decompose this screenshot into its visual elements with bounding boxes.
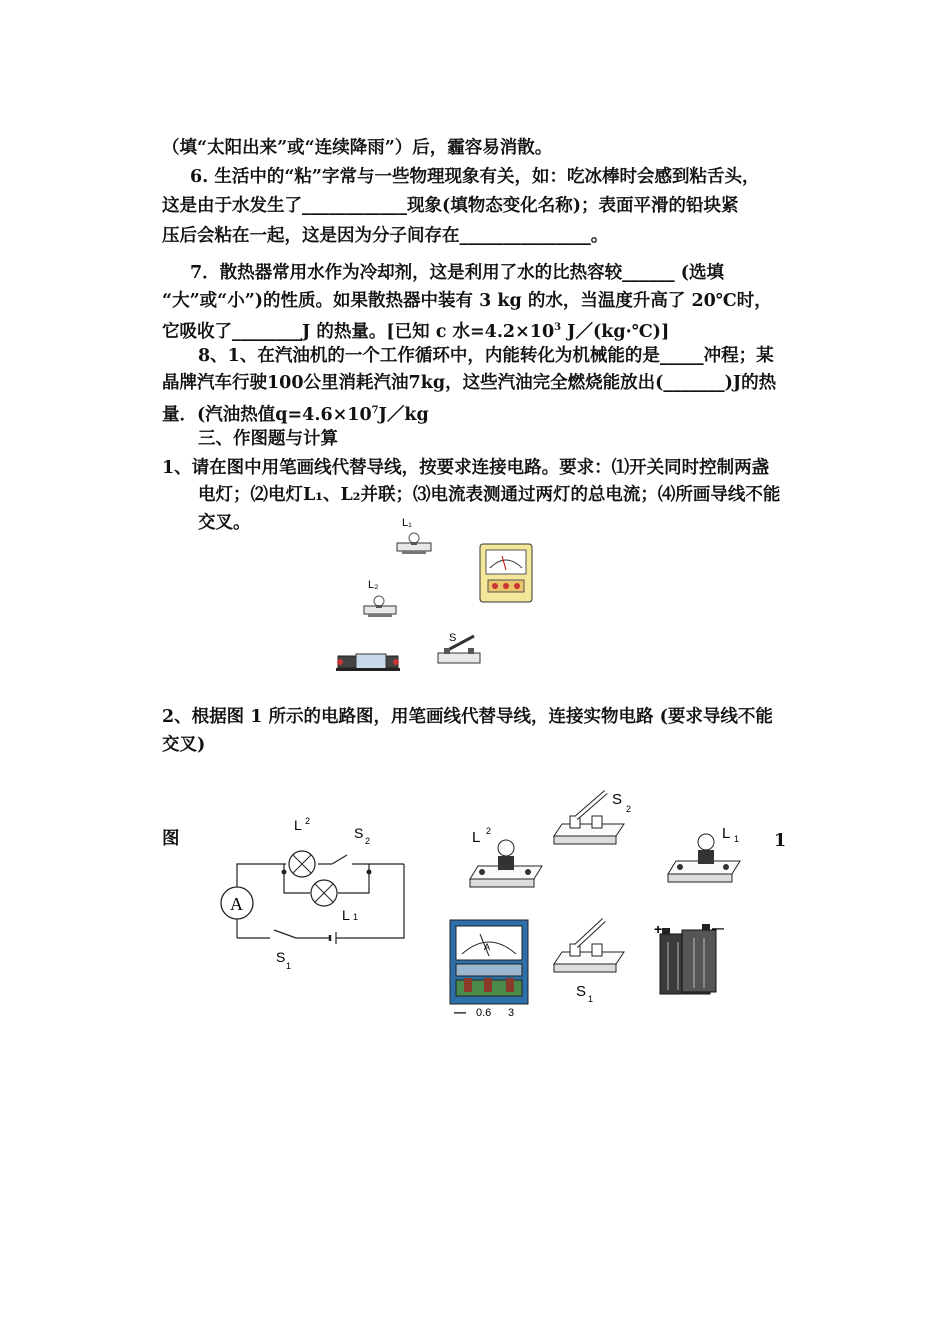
drawing-question-2-line-2: 交叉) <box>162 735 206 755</box>
ammeter-icon <box>480 544 532 602</box>
schematic-svg <box>212 808 412 980</box>
lamp-l2-icon <box>364 596 396 617</box>
real-s1-sub: 1 <box>588 994 594 1004</box>
schematic-lamp-l2-icon <box>289 851 315 877</box>
real-l1-label: L <box>722 825 731 842</box>
real-ammeter-icon <box>450 920 528 1004</box>
schematic-ammeter-label: A <box>230 894 243 914</box>
battery-icon <box>336 654 400 671</box>
question-6-line-3: 压后会粘在一起，这是因为分子间存在_______________。 <box>162 226 609 246</box>
switch-s-label: S <box>449 632 457 644</box>
question-8-text-a: 量．(汽油热值q=4.6×10 <box>162 404 372 425</box>
question-6-line-2: 这是由于水发生了____________现象(填物态变化名称)；表面平滑的铅块紧 <box>162 196 739 216</box>
question-8-line-1: 8、1、在汽油机的一个工作循环中，内能转化为机械能的是_____冲程；某 <box>198 346 774 366</box>
question-7-line-3 <box>162 317 669 343</box>
schematic-lamp-l1-icon <box>311 880 337 906</box>
figure-2-schematic <box>212 808 412 980</box>
figure-label-left: 图 <box>162 829 180 849</box>
lamp-l1-icon <box>397 533 431 554</box>
schematic-s1-label: S <box>276 949 286 965</box>
figure-label-right: 1 <box>774 831 787 851</box>
question-7-line-1: 7．散热器常用水作为冷却剂，这是利用了水的比热容较______ (选填 <box>190 263 725 283</box>
real-l2-label: L <box>472 829 481 846</box>
drawing-question-1-line-1: 1、请在图中用笔画线代替导线，按要求连接电路。要求：⑴开关同时控制两盏 <box>162 458 770 478</box>
question-8-text-b: J／kg <box>378 404 429 425</box>
lamp-l1-label: L₁ <box>402 517 412 529</box>
question-6-line-1: 6. 生活中的“粘”字常与一些物理现象有关，如：吃冰棒时会感到粘舌头， <box>190 167 760 187</box>
question-8-line-3 <box>162 400 429 426</box>
schematic-s2-label: S <box>354 825 364 841</box>
drawing-question-1-line-2: 电灯；⑵电灯L₁、L₂并联；⑶电流表测通过两灯的总电流；⑷所画导线不能 <box>198 485 781 505</box>
schematic-s2-sub: 2 <box>365 836 371 846</box>
real-battery-icon <box>660 924 716 994</box>
real-battery-plus: + <box>654 921 663 937</box>
question-7-exponent: 3 <box>554 322 562 333</box>
real-ammeter-minus: — <box>454 1005 466 1019</box>
question-8-exponent: 7 <box>371 405 379 416</box>
components-svg <box>446 784 752 1020</box>
question-8-line-2: 晶牌汽车行驶100公里消耗汽油7kg，这些汽油完全燃烧能放出(_______)J的热 <box>162 373 777 393</box>
section-title: 三、作图题与计算 <box>198 429 338 449</box>
real-s1-label: S <box>576 983 587 1000</box>
schematic-l2-label: L <box>294 817 302 833</box>
figure-1-components <box>322 508 548 680</box>
schematic-s1-sub: 1 <box>286 961 292 971</box>
figure-1-svg <box>322 508 548 680</box>
schematic-l1-label: L <box>342 907 350 923</box>
real-l2-sub: 2 <box>486 826 492 836</box>
real-ammeter-3: 3 <box>508 1007 515 1019</box>
schematic-l2-sub: 2 <box>305 816 311 826</box>
real-ammeter-face-label: A <box>484 942 491 952</box>
real-lamp-l2-icon <box>470 840 542 887</box>
real-ammeter-06: 0.6 <box>476 1007 492 1019</box>
switch-s-icon <box>438 636 480 663</box>
question-7-text-a: 它吸收了________J 的热量。[已知 c 水=4.2×10 <box>162 321 555 342</box>
text-line-1: （填“太阳出来”或“连续降雨”）后，霾容易消散。 <box>162 138 553 158</box>
figure-2-components <box>446 784 752 1020</box>
lamp-l2-label: L₂ <box>368 579 379 591</box>
drawing-question-1-line-3: 交叉。 <box>198 513 251 533</box>
real-l1-sub: 1 <box>734 834 740 844</box>
real-battery-minus: — <box>712 921 724 935</box>
question-7-line-2: “大”或“小”)的性质。如果散热器中装有 3 kg 的水，当温度升高了 20℃时， <box>162 291 772 311</box>
drawing-question-2-line-1: 2、根据图 1 所示的电路图，用笔画线代替导线，连接实物电路 (要求导线不能 <box>162 707 773 727</box>
real-switch-s1-icon <box>554 920 624 972</box>
schematic-l1-sub: 1 <box>353 912 359 922</box>
question-7-text-b: J／(kg·℃)] <box>561 321 670 342</box>
real-s2-label: S <box>612 791 623 808</box>
real-s2-sub: 2 <box>626 804 632 814</box>
